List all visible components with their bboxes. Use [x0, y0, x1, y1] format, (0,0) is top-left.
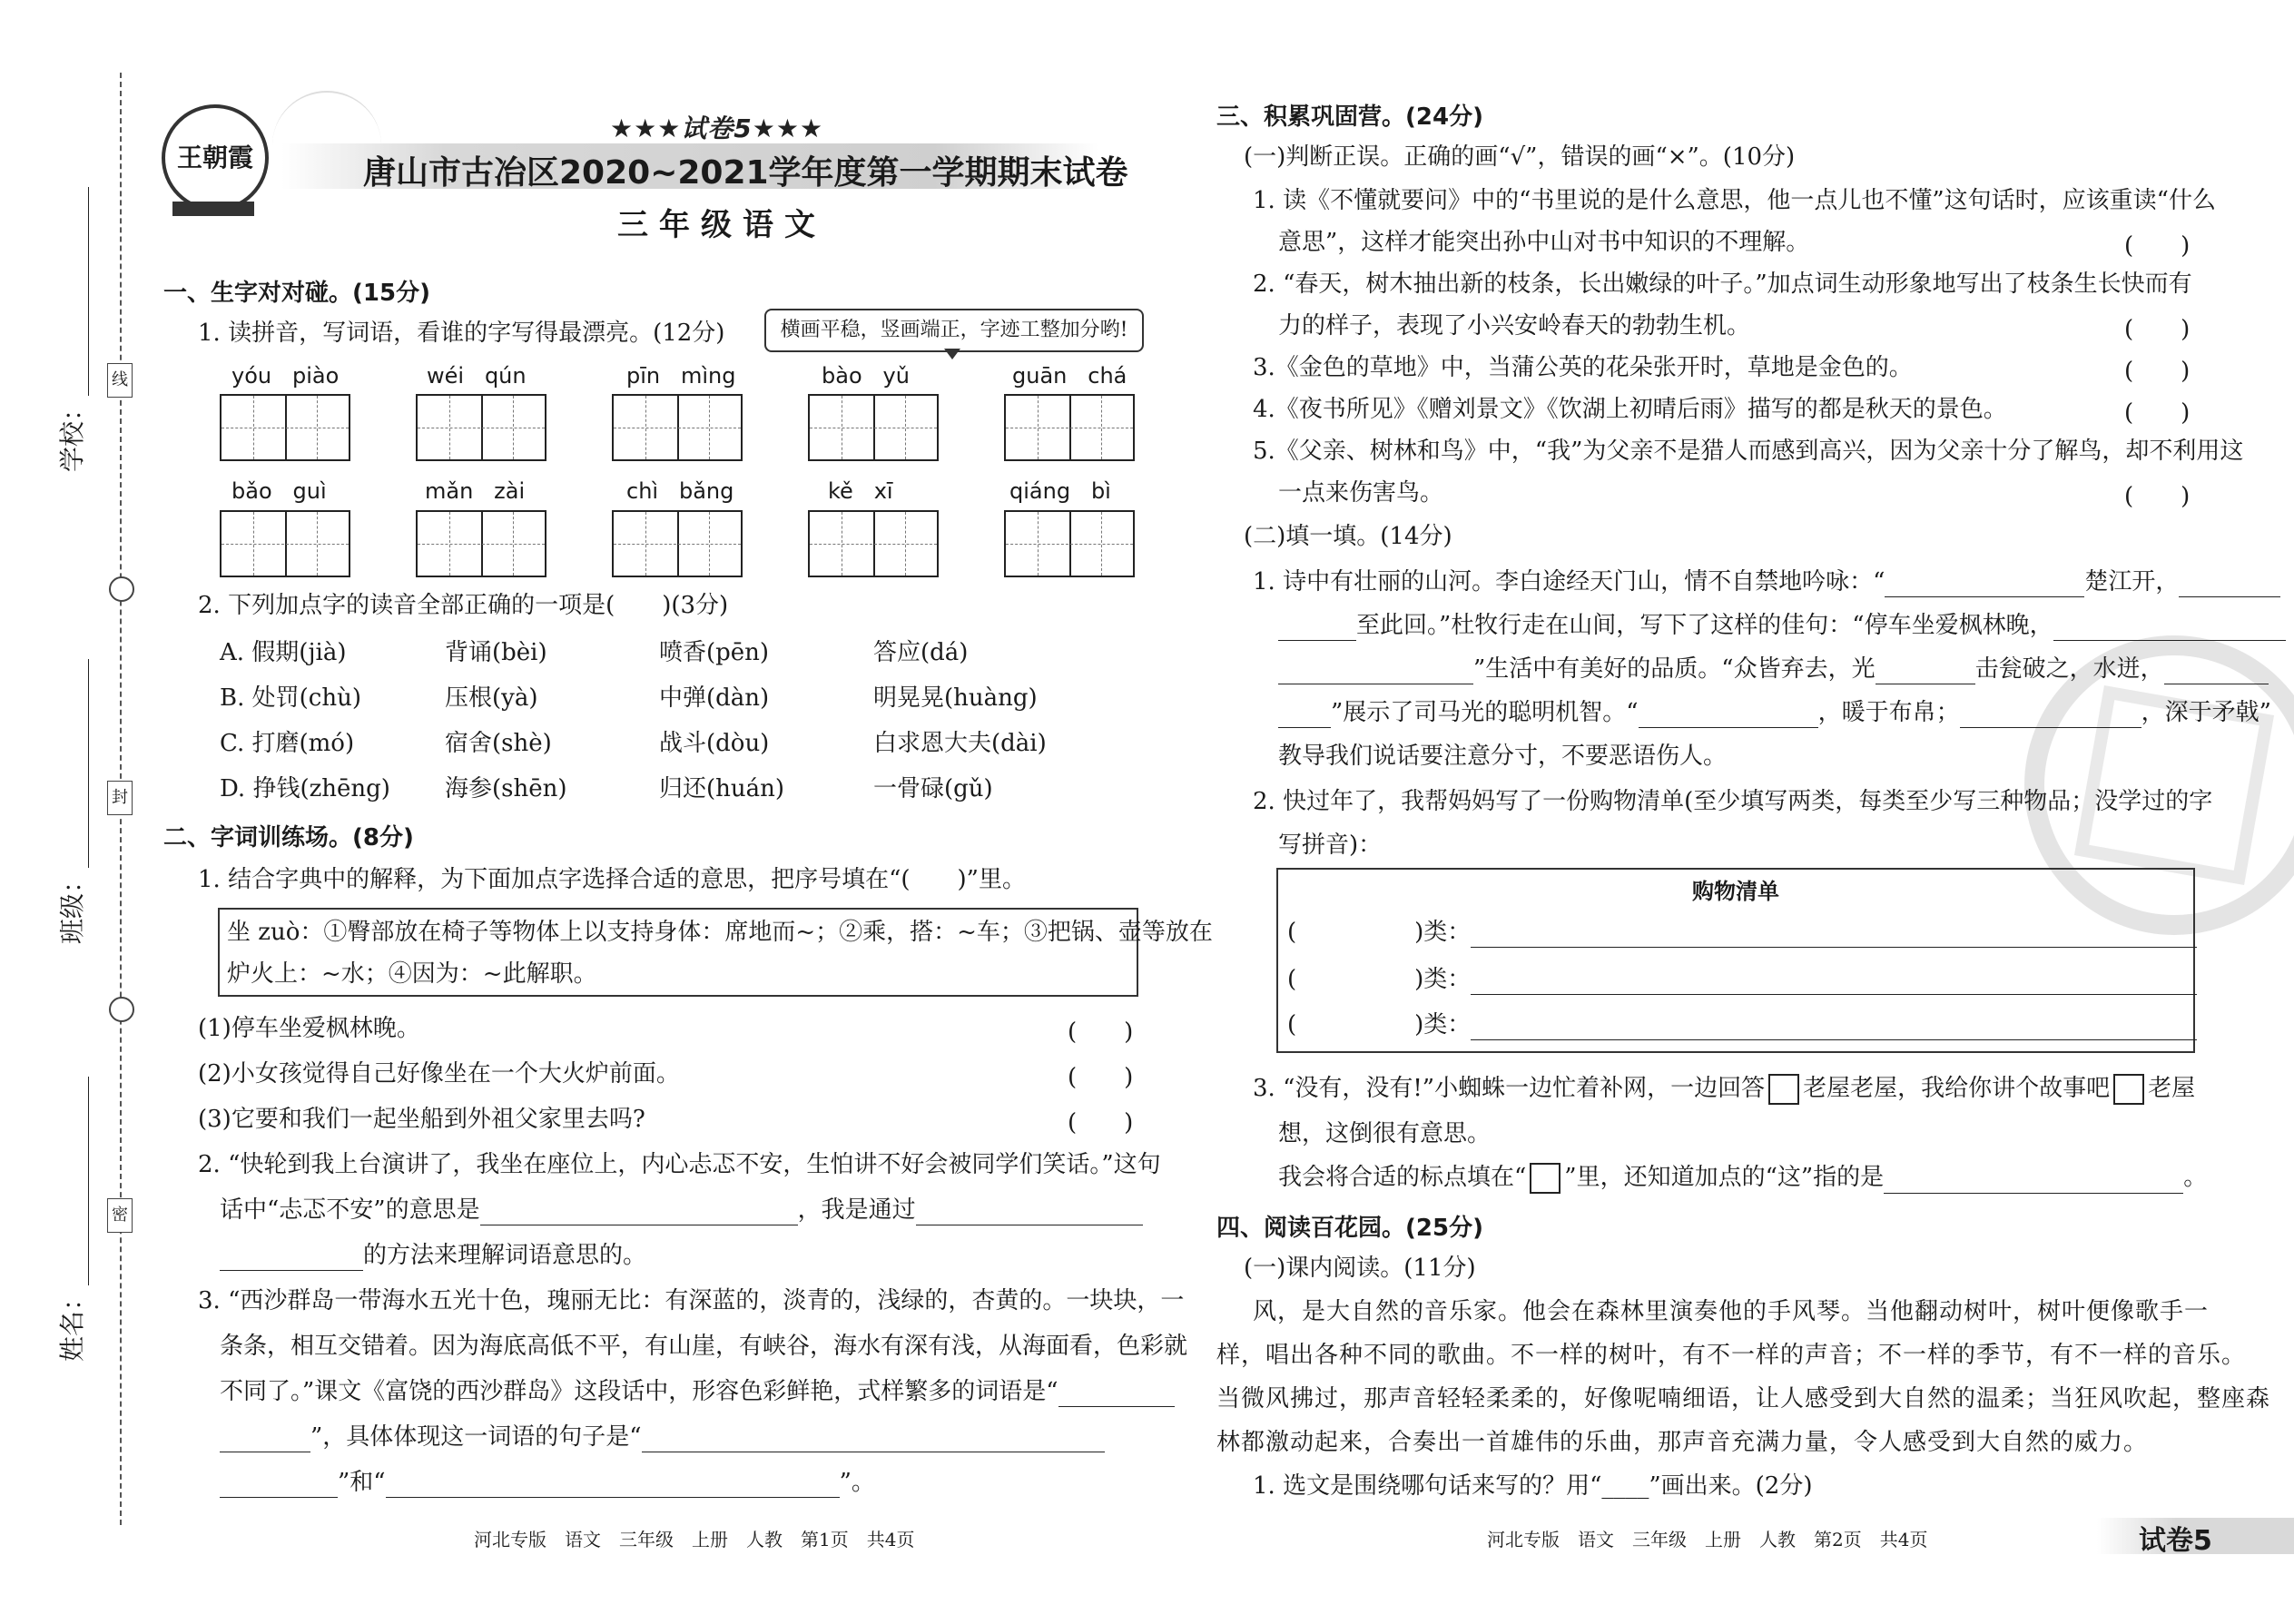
fill-text: ”生活中有美好的品质。“众皆弃去，光 [1473, 655, 1876, 683]
page-title: 唐山市古冶区2020~2021学年度第一学期期末试卷 [363, 154, 1128, 192]
answer-blank[interactable] [1278, 700, 1331, 728]
fill-text: 3. “没有，没有!”小蜘蛛一边忙着补网，一边回答 [1253, 1075, 1766, 1102]
passage-line: 当微风拂过，那声音轻轻柔柔的，好像呢喃细语，让人感受到大自然的温柔；当狂风吹起，整座森 [1216, 1385, 2271, 1412]
section-1-title: 一、生字对对碰。(15分) [163, 280, 430, 307]
shopping-list-row[interactable]: ( )类： [1287, 1009, 2197, 1040]
option-b-3: 中弹(dàn) [659, 684, 770, 712]
page-subtitle: 三年级语文 [617, 207, 826, 243]
answer-blank[interactable] [1960, 700, 2141, 728]
answer-blank[interactable] [480, 1197, 798, 1225]
answer-paren[interactable]: ( ) [2124, 316, 2191, 343]
option-b-2: 压根(yà) [445, 684, 538, 712]
section-2-title: 二、字词训练场。(8分) [163, 824, 414, 851]
passage-line: 样，唱出各种不同的歌曲。不一样的树叶，有不一样的声音；不一样的季节，有不一样的音乐。 [1216, 1342, 2247, 1369]
judge-line: 力的样子，表现了小兴安岭春天的勃勃生机。 [1278, 312, 1751, 340]
writing-grid[interactable] [220, 510, 350, 577]
s2-q1: 1. 结合字典中的解释，为下面加点字选择合适的意思，把序号填在“( )”里。 [198, 866, 1026, 893]
fill-text: ”里，还知道加点的“这”指的是 [1564, 1164, 1885, 1191]
s2-q3-text: ”，具体体现这一词语的句子是“ [310, 1423, 642, 1451]
dict-line: 坐 zuò：①臀部放在椅子等物体上以支持身体：席地而~；②乘，搭：~车；③把锅、壶等放在 [227, 919, 1213, 946]
answer-blank[interactable] [916, 1197, 1143, 1225]
writing-grid[interactable] [416, 510, 546, 577]
pinyin: yóu piào [231, 363, 340, 389]
option-c-4: 白求恩大夫(dài) [873, 730, 1047, 757]
answer-blank[interactable] [1058, 1379, 1175, 1407]
logo-text: 王朝霞 [176, 143, 253, 172]
answer-blank[interactable] [1884, 1166, 2183, 1194]
dict-line: 炉火上：~水；④因为：~此解职。 [227, 960, 597, 988]
option-c-2: 宿舍(shè) [445, 730, 552, 757]
pinyin: kě xī [828, 478, 893, 504]
option-d-3: 归还(huán) [659, 775, 785, 802]
answer-blank[interactable] [220, 1424, 310, 1452]
option-d-4: 一骨碌(gǔ) [873, 775, 993, 802]
s2-q2-text: ，我是通过 [797, 1196, 916, 1224]
s4-sub1: (一)课内阅读。(11分) [1244, 1255, 1476, 1282]
fill-text: 老屋 [2148, 1075, 2196, 1102]
s2-q2-line: 2. “快轮到我上台演讲了，我坐在座位上，内心忐忑不安，生怕讲不好会被同学们笑话。”这句 [198, 1151, 1161, 1178]
s2-q2-text: 的方法来理解词语意思的。 [363, 1242, 647, 1269]
answer-paren[interactable]: ( ) [1068, 1019, 1134, 1046]
school-label: 学校： [53, 187, 89, 472]
fill-text: 我会将合适的标点填在“ [1278, 1164, 1527, 1191]
pinyin: mǎn zài [425, 478, 526, 504]
answer-blank[interactable] [1278, 613, 1356, 641]
answer-paren[interactable]: ( ) [1068, 1064, 1134, 1091]
fill-line [1253, 566, 2280, 597]
s2-item: (1)停车坐爱枫林晚。 [198, 1015, 420, 1042]
shopping-list-row[interactable]: ( )类： [1287, 964, 2197, 995]
s2-q3-line [220, 1467, 875, 1498]
pinyin: guān chá [1012, 363, 1127, 389]
option-c-3: 战斗(dòu) [659, 730, 770, 757]
logo-badge [162, 104, 269, 212]
header-ribbon [272, 91, 381, 147]
fill-text: ，深于矛戟” [2141, 699, 2271, 726]
fill-text: 1. 诗中有壮丽的山河。李白途经天门山，情不自禁地吟咏：“ [1253, 568, 1885, 595]
judge-line: 5.《父亲、树林和鸟》中，“我”为父亲不是猎人而感到高兴，因为父亲十分了解鸟，却不利用这 [1253, 438, 2244, 465]
fill-line [1278, 1162, 2207, 1194]
answer-blank[interactable] [386, 1470, 840, 1498]
fill-text: 老屋老屋，我给你讲个故事吧 [1803, 1075, 2111, 1102]
answer-paren[interactable]: ( ) [2124, 399, 2191, 427]
fill-text: 楚江开， [2084, 568, 2180, 595]
option-b: B. 处罚(chù) [220, 684, 361, 712]
fill-text: 。 [2183, 1164, 2208, 1191]
answer-blank[interactable] [1876, 656, 1975, 684]
fill-line: 写拼音)： [1278, 832, 1383, 859]
s2-q2-line [220, 1240, 646, 1271]
answer-blank[interactable] [1639, 700, 1818, 728]
s2-item: (2)小女孩觉得自己好像坐在一个大火炉前面。 [198, 1060, 680, 1088]
fill-line: 想，这倒很有意思。 [1278, 1120, 1492, 1147]
fill-text: ”展示了司马光的聪明机智。“ [1331, 699, 1639, 726]
option-d: D. 挣钱(zhēng) [220, 775, 390, 802]
fill-text: 击瓮破之，水迸， [1974, 655, 2164, 683]
writing-grid[interactable] [1004, 510, 1135, 577]
answer-paren[interactable]: ( ) [1068, 1109, 1134, 1137]
punctuation-box[interactable] [1530, 1163, 1561, 1194]
tip-bubble [764, 309, 1144, 352]
writing-grid[interactable] [612, 510, 743, 577]
s1-q2: 2. 下列加点字的读音全部正确的一项是( )(3分) [198, 592, 729, 619]
fill-text: 至此回。”杜牧行走在山间，写下了这样的佳句：“停车坐爱枫林晚， [1356, 612, 2053, 639]
pinyin: bào yǔ [822, 363, 910, 389]
judge-line: 意思”，这样才能突出孙中山对书中知识的不理解。 [1278, 229, 1810, 256]
writing-grid[interactable] [416, 394, 546, 461]
s2-q3-text: 不同了。”课文《富饶的西沙群岛》这段话中，形容色彩鲜艳，式样繁多的词语是“ [220, 1378, 1058, 1405]
answer-blank[interactable] [642, 1424, 1105, 1452]
answer-paren[interactable]: ( ) [2124, 232, 2191, 260]
section-3-title: 三、积累巩固营。(24分) [1216, 103, 1483, 131]
class-label: 班级： [53, 659, 89, 944]
answer-blank[interactable] [1278, 656, 1473, 684]
pinyin: wéi qún [427, 363, 527, 389]
writing-grid[interactable] [808, 394, 939, 461]
pinyin: chì bǎng [626, 478, 734, 504]
answer-blank[interactable] [1885, 569, 2084, 597]
shopping-list-row[interactable]: ( )类： [1287, 917, 2197, 948]
s2-item: (3)它要和我们一起坐船到外祖父家里去吗? [198, 1106, 645, 1133]
answer-blank[interactable] [220, 1243, 363, 1271]
s2-q3-line [220, 1376, 1175, 1407]
s2-q3-text: ”。 [839, 1469, 875, 1496]
judge-line: 3.《金色的草地》中，当蒲公英的花朵张开时，草地是金色的。 [1253, 354, 1913, 381]
option-d-2: 海参(shēn) [445, 775, 567, 802]
judge-line: 2. “春天，树木抽出新的枝条，长出嫩绿的叶子。”加点词生动形象地写出了枝条生长快而有 [1253, 271, 2192, 298]
fill-line: 教导我们说话要注意分寸，不要恶语伤人。 [1278, 743, 1728, 770]
passage-line: 林都激动起来，合奏出一首雄伟的乐曲，那声音充满力量，令人感受到大自然的威力。 [1216, 1429, 2149, 1456]
option-a: A. 假期(jià) [220, 639, 347, 666]
answer-blank[interactable] [2053, 613, 2286, 641]
punctuation-box[interactable] [1768, 1074, 1799, 1105]
s2-q2-line [220, 1195, 1143, 1225]
tip-text: 横画平稳，竖画端正，字迹工整加分哟! [780, 319, 1128, 341]
option-a-3: 喷香(pēn) [659, 639, 770, 666]
option-b-4: 明晃晃(huàng) [873, 684, 1038, 712]
answer-blank[interactable] [220, 1470, 338, 1498]
answer-blank[interactable] [2179, 569, 2280, 597]
pinyin: pīn mìng [626, 363, 736, 389]
fill-line [1278, 697, 2271, 728]
fill-line [1278, 610, 2286, 641]
writing-grid[interactable] [1004, 394, 1135, 461]
option-a-4: 答应(dá) [873, 639, 969, 666]
writing-grid[interactable] [220, 394, 350, 461]
s3-sub2: (二)填一填。(14分) [1244, 523, 1452, 550]
writing-grid[interactable] [612, 394, 743, 461]
section-4-title: 四、阅读百花园。(25分) [1216, 1215, 1483, 1242]
s3-sub1: (一)判断正误。正确的画“√”，错误的画“×”。(10分) [1244, 143, 1796, 171]
shopping-list-box [1276, 868, 2195, 1053]
binding-ornament [109, 576, 134, 602]
judge-line: 4.《夜书所见》《赠刘景文》《饮湖上初晴后雨》描写的都是秋天的景色。 [1253, 396, 2007, 423]
fill-line [1278, 654, 2269, 684]
binding-marker: 封 [107, 781, 133, 815]
writing-grid[interactable] [808, 510, 939, 577]
tip-pointer [944, 349, 960, 359]
s2-q3-line: 3. “西沙群岛一带海水五光十色，瑰丽无比：有深蓝的，淡青的，浅绿的，杏黄的。一块块，一 [198, 1287, 1185, 1314]
s2-q3-line [220, 1422, 1105, 1452]
option-a-2: 背诵(bèi) [445, 639, 547, 666]
s1-q1: 1. 读拼音，写词语，看谁的字写得最漂亮。(12分) [198, 320, 725, 347]
pinyin: qiáng bì [1009, 478, 1111, 504]
answer-paren[interactable]: ( ) [2124, 358, 2191, 385]
fill-line [1253, 1073, 2195, 1105]
shopping-list-title: 购物清单 [1692, 879, 1779, 904]
left-footer: 河北专版 语文 三年级 上册 人教 第1页 共4页 [474, 1529, 915, 1550]
page-tag: 试卷5 [2139, 1525, 2212, 1557]
answer-blank[interactable] [2164, 656, 2269, 684]
logo-ribbon [172, 202, 254, 216]
answer-paren[interactable]: ( ) [2124, 483, 2191, 510]
judge-line: 1. 读《不懂就要问》中的“书里说的是什么意思，他一点儿也不懂”这句话时，应该重读“什么 [1253, 187, 2216, 214]
s2-q3-line: 条条，相互交错着。因为海底高低不平，有山崖，有峡谷，海水有深有浅，从海面看，色彩就 [220, 1333, 1188, 1360]
fill-line: 2. 快过年了，我帮妈妈写了一份购物清单(至少填写两类，每类至少写三种物品；没学过的字 [1253, 788, 2213, 815]
name-label: 姓名： [53, 1077, 89, 1362]
passage-line: 风，是大自然的音乐家。他会在森林里演奏他的手风琴。当他翻动树叶，树叶便像歌手一 [1253, 1298, 2210, 1325]
pinyin: bǎo guì [231, 478, 327, 504]
punctuation-box[interactable] [2113, 1074, 2144, 1105]
binding-ornament [109, 997, 134, 1022]
judge-line: 一点来伤害鸟。 [1278, 479, 1444, 507]
fill-text: ，暖于布帛； [1817, 699, 1960, 726]
right-footer: 河北专版 语文 三年级 上册 人教 第2页 共4页 [1487, 1529, 1928, 1550]
s2-q2-text: 话中“忐忑不安”的意思是 [220, 1196, 480, 1224]
exam-badge: ★★★试卷5★★★ [610, 113, 824, 143]
binding-marker: 线 [107, 363, 133, 398]
s4-q1: 1. 选文是围绕哪句话来写的？用“____”画出来。(2分) [1253, 1472, 1813, 1500]
binding-marker: 密 [107, 1198, 133, 1233]
option-c: C. 打磨(mó) [220, 730, 355, 757]
s2-q3-text: ”和“ [338, 1469, 386, 1496]
